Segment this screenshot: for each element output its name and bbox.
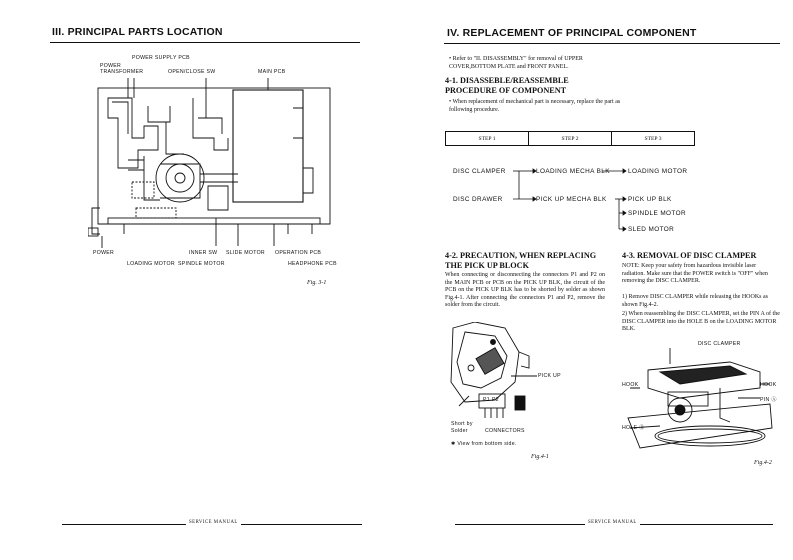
flow-disc-drawer: DISC DRAWER xyxy=(453,196,503,203)
flow-spindle-motor: SPINDLE MOTOR xyxy=(628,210,686,217)
fig41-connectors-label: CONNECTORS xyxy=(485,428,525,434)
right-page-title: IV. REPLACEMENT OF PRINCIPAL COMPONENT xyxy=(447,27,697,39)
flow-loading-mecha-blk: LOADING MECHA BLK xyxy=(536,168,610,175)
label-spindle-motor: SPINDLE MOTOR xyxy=(178,261,225,267)
section-43-note: NOTE: Keep your safety from hazardous invisible laser radiation. Make sure that the POWER switch is "OFF" when removing the DISC CLAMPER. xyxy=(622,263,768,285)
label-power-transformer-line2: TRANSFORMER xyxy=(100,69,144,75)
label-power-transformer-line1: POWER xyxy=(100,63,122,69)
intro-text: • Refer to "II. DISASSEMBLY" for removal of UPPER COVER,BOTTOM PLATE and FRONT PANEL. xyxy=(449,56,583,70)
label-inner-sw: INNER SW xyxy=(189,250,218,256)
figure-3-1-caption: Fig. 3-1 xyxy=(307,280,327,286)
section-41-title: 4-1. DISASSEBLE/REASSEMBLE PROCEDURE OF COMPONENT xyxy=(445,76,569,95)
section-43-title: 4-3. REMOVAL OF DISC CLAMPER xyxy=(622,251,757,260)
label-main-pcb: MAIN PCB xyxy=(258,69,286,75)
disc-clamper-diagram xyxy=(620,348,780,458)
fig41-p2-label: P2 xyxy=(492,397,499,403)
fig41-pick-up-label: PICK UP xyxy=(538,373,561,379)
step-3-header: STEP 3 xyxy=(612,132,695,146)
fig41-short-label-line2: Solder xyxy=(451,428,468,434)
section-41-note: • When replacement of mechanical part is necessary, replace the part as following procedure. xyxy=(449,99,621,113)
fig41-p1-label: P1 xyxy=(483,397,490,403)
label-power-supply-pcb: POWER SUPPLY PCB xyxy=(132,55,190,61)
flow-sled-motor: SLED MOTOR xyxy=(628,226,675,233)
steps-table xyxy=(445,131,695,146)
label-open-close-sw: OPEN/CLOSE SW xyxy=(168,69,216,75)
label-power: POWER xyxy=(93,250,115,256)
label-operation-pcb: OPERATION PCB xyxy=(275,250,322,256)
flow-pick-up-blk: PICK UP BLK xyxy=(628,196,672,203)
fig41-short-label-line1: Short by xyxy=(451,421,473,427)
label-headphone-pcb: HEADPHONE PCB xyxy=(288,261,337,267)
fig42-pin-label: PIN Ⓐ xyxy=(760,397,777,403)
section-43-step-1: 1) Remove DISC CLAMPER while releasing the HOOKs as shown Fig.4-2. xyxy=(622,294,768,308)
step-1-header: STEP 1 xyxy=(446,132,529,146)
section-42-title: 4-2. PRECAUTION, WHEN REPLACING THE PICK UP BLOCK xyxy=(445,251,597,270)
fig42-disc-clamper-label: DISC CLAMPER xyxy=(698,341,741,347)
flow-arrows xyxy=(505,165,635,237)
section-43-step-2: 2) When reassembling the DISC CLAMPER, set the PIN A of the DISC CLAMPER into the HOLE B on the LOADING MOTOR BLK. xyxy=(622,311,780,333)
fig42-hook-left-label: HOOK xyxy=(622,382,639,388)
step-2-header: STEP 2 xyxy=(529,132,612,146)
right-footer: SERVICE MANUAL xyxy=(585,520,640,525)
title-underline xyxy=(50,42,360,43)
fig42-hole-label: HOLE Ⓑ xyxy=(622,425,645,431)
flow-pick-up-mecha-blk: PICK UP MECHA BLK xyxy=(536,196,607,203)
pick-up-connector-diagram xyxy=(445,322,565,422)
fig42-hook-right-label: HOOK xyxy=(760,382,777,388)
fig41-view-note: ✱ View from bottom side. xyxy=(451,441,517,447)
parts-location-diagram xyxy=(88,78,338,253)
left-page-title: III. PRINCIPAL PARTS LOCATION xyxy=(52,26,223,38)
figure-4-1-caption: Fig.4-1 xyxy=(531,454,549,460)
flow-loading-motor: LOADING MOTOR xyxy=(628,168,688,175)
section-42-body: When connecting or disconnecting the connectors P1 and P2 on the MAIN PCB or PCB on the PICK UP BLK, the circuit of the PCB on the PICK UP BLK has to be shorted by solder as shown Fig.4-1. After connecting the connectors P1 and P2, remove the solder from the circuit. xyxy=(445,272,605,309)
left-footer: SERVICE MANUAL xyxy=(186,520,241,525)
flow-disc-clamper: DISC CLAMPER xyxy=(453,168,506,175)
label-slide-motor: SLIDE MOTOR xyxy=(226,250,265,256)
figure-4-2-caption: Fig.4-2 xyxy=(754,460,772,466)
label-loading-motor: LOADING MOTOR xyxy=(127,261,175,267)
right-title-underline xyxy=(444,43,780,44)
